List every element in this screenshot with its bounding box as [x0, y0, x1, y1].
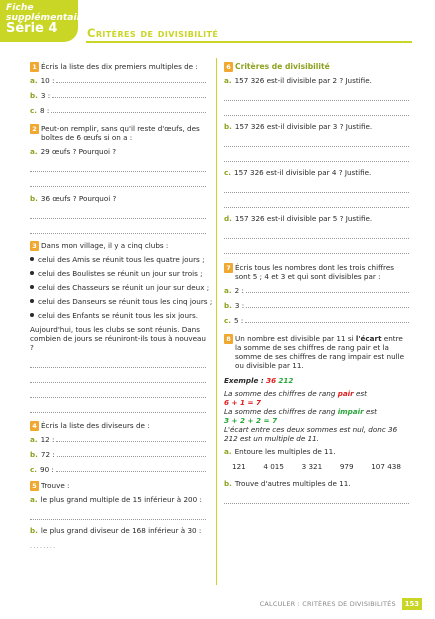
exercise-2-text: Peut-on remplir, sans qu'il reste d'œufs, des boîtes de 6 œufs si on a : [41, 124, 200, 142]
exercise-6-heading [224, 62, 409, 71]
answer-line[interactable] [30, 401, 206, 413]
exercise-6-title: Critères de divisibilité [235, 62, 330, 71]
example-line: La somme des chiffres de rang pair est [224, 389, 367, 399]
answer-line[interactable] [52, 91, 206, 98]
number-item[interactable]: 121 [232, 462, 246, 472]
answer-line[interactable] [224, 196, 409, 208]
exercise-4-item-a: a. 12 : [30, 435, 206, 444]
answer-line[interactable] [224, 89, 409, 101]
left-column [30, 62, 213, 550]
example-sum-odd: 3 + 2 + 2 = 7 [224, 416, 278, 426]
club-item: celui des Enfants se réunit tous les six jours. [30, 311, 206, 320]
exercise-1-item-c: c. 8 : [30, 106, 206, 115]
club-item: celui des Chasseurs se réunit un jour sur deux ; [30, 283, 206, 292]
exercise-number-badge: 1 [30, 62, 39, 72]
exercise-1-item-a: a. 10 : [30, 76, 206, 85]
exercise-5-heading [30, 481, 206, 490]
answer-line[interactable] [30, 222, 206, 234]
answer-line[interactable] [224, 227, 409, 239]
exercise-number-badge: 8 [224, 334, 233, 344]
answer-line[interactable] [30, 160, 206, 172]
answer-line[interactable] [56, 465, 206, 472]
answer-line[interactable] [246, 301, 409, 308]
example-conclusion: L'écart entre ces deux sommes est nul, donc 36 212 est un multiple de 11. [224, 425, 398, 444]
exercise-2-question-a: a. 29 œufs ? Pourquoi ? [30, 147, 117, 156]
badge-line1: Fiche [6, 2, 34, 13]
exercise-number-badge: 2 [30, 124, 39, 134]
exercise-8-question-b: b. Trouve d'autres multiples de 11. [224, 479, 351, 489]
example-line: La somme des chiffres de rang impair est [224, 407, 377, 417]
exercise-5-question-b: b. le plus grand diviseur de 168 inférieur à 30 : [30, 526, 202, 535]
exercise-number-badge: 5 [30, 481, 39, 491]
answer-line[interactable] [30, 371, 206, 383]
exercise-6-question-c: c. 157 326 est-il divisible par 4 ? Justifie. [224, 168, 372, 178]
exercise-4-text: Écris la liste des diviseurs de : [41, 421, 150, 430]
answer-dots[interactable]: ........ [30, 541, 57, 550]
answer-line[interactable] [30, 207, 206, 219]
answer-line[interactable] [30, 356, 206, 368]
club-item: celui des Amis se réunit tous les quatre jours ; [30, 255, 206, 264]
answer-line[interactable] [30, 508, 206, 520]
answer-line[interactable] [57, 450, 206, 457]
exercise-7-item-c: c. 5 : [224, 316, 409, 325]
exercise-7-text: Écris tous les nombres dont les trois chiffres sont 5 ; 4 et 3 et qui sont divisibles par : [235, 263, 395, 282]
exercise-5-text: Trouve : [41, 481, 70, 490]
page-title: Critères de divisibilité [87, 26, 219, 40]
column-divider [216, 58, 217, 585]
exercise-1-heading [30, 62, 206, 71]
exercise-4-item-b: b. 72 : [30, 450, 206, 459]
exercise-1-text: Écris la liste des dix premiers multiples de : [41, 62, 198, 71]
exercise-3-question: Aujourd'hui, tous les clubs se sont réunis. Dans combien de jours se réuniront-ils tous à nouveau ? [30, 325, 206, 352]
answer-line[interactable] [224, 181, 409, 193]
badge-line3: Série 4 [6, 21, 58, 37]
exercise-2-heading [30, 124, 206, 142]
club-item: celui des Danseurs se réunit tous les cinq jours ; [30, 297, 206, 306]
exercise-8-question-a: a. Entoure les multiples de 11. [224, 447, 336, 457]
exercise-6-question-b: b. 157 326 est-il divisible par 3 ? Justifie. [224, 122, 373, 132]
exercise-number-badge: 6 [224, 62, 233, 72]
number-item[interactable]: 107 438 [371, 462, 401, 472]
exercise-2-question-b: b. 36 œufs ? Pourquoi ? [30, 194, 117, 203]
answer-line[interactable] [224, 492, 409, 504]
answer-line[interactable] [224, 150, 409, 162]
exercise-7-item-b: b. 3 : [224, 301, 409, 310]
club-item: celui des Boulistes se réunit un jour sur trois ; [30, 269, 206, 278]
exercise-8-heading: 8 Un nombre est divisible par 11 si l'écart entre la somme de ses chiffres de rang pair et la somme de ses chiffres de rang impair est nulle ou divisible par 11. [224, 334, 409, 370]
number-item[interactable]: 3 321 [301, 462, 323, 472]
badge-line2: supplémentaire [6, 11, 88, 23]
answer-line[interactable] [246, 286, 409, 293]
example-heading: Exemple : 36 212 [224, 376, 294, 386]
answer-line[interactable] [30, 386, 206, 398]
exercise-number-badge: 7 [224, 263, 233, 273]
example-sum-even: 6 + 1 = 7 [224, 398, 262, 408]
answer-line[interactable] [224, 135, 409, 147]
answer-line[interactable] [245, 316, 409, 323]
title-rule [86, 41, 412, 43]
series-badge [0, 0, 88, 42]
page-footer [260, 597, 422, 611]
number-item[interactable]: 979 [339, 462, 354, 472]
page-number: 153 [402, 598, 422, 610]
answer-line[interactable] [56, 76, 206, 83]
exercise-6-question-d: d. 157 326 est-il divisible par 5 ? Justifie. [224, 214, 373, 224]
number-item[interactable]: 4 015 [263, 462, 284, 472]
answer-line[interactable] [30, 175, 206, 187]
exercise-number-badge: 3 [30, 241, 39, 251]
exercise-1-item-b: b. 3 : [30, 91, 206, 100]
answer-line[interactable] [51, 106, 206, 113]
exercise-3-heading [30, 241, 206, 250]
answer-line[interactable] [224, 104, 409, 116]
exercise-7-heading [224, 263, 409, 281]
footer-text: CALCULER : CRITÈRES DE DIVISIBILITÉS [259, 599, 396, 608]
exercise-number-badge: 4 [30, 421, 39, 431]
exercise-3-text: Dans mon village, il y a cinq clubs : [41, 241, 169, 250]
answer-line[interactable] [56, 435, 206, 442]
exercise-7-item-a: a. 2 : [224, 286, 409, 295]
right-column [224, 62, 409, 507]
exercise-4-heading [30, 421, 206, 430]
exercise-5-question-a: a. le plus grand multiple de 15 inférieur à 200 : [30, 495, 202, 504]
answer-line[interactable] [224, 242, 409, 254]
numbers-row [224, 462, 409, 471]
exercise-4-item-c: c. 90 : [30, 465, 206, 474]
exercise-6-question-a: a. 157 326 est-il divisible par 2 ? Justifie. [224, 76, 372, 86]
